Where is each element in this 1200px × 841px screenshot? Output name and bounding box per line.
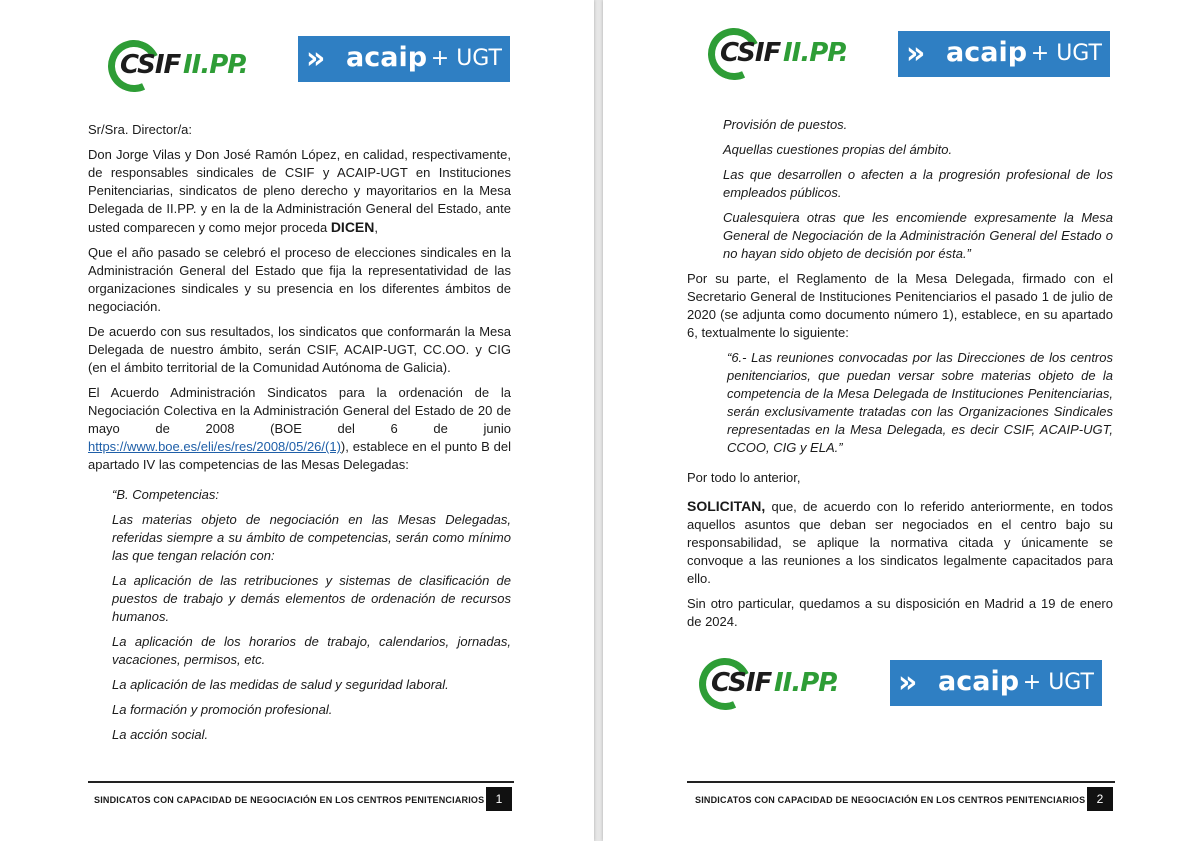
quote-apartado-6: “6.- Las reuniones convocadas por las Direcciones de los centros penitenciarios, que puedan versar sobre materias objeto de la competencia de la Mesa Delegada de Instituciones Penitenciarias, serán exclusivamente tratadas con las Organizaciones Sindicales representadas en la Mesa Delegada, es decir CSIF, ACAIP-UGT, CCOO, CIG y ELA.” xyxy=(727,350,1113,455)
paragraph-closing: Sin otro particular, quedamos a su disposición en Madrid a 19 de enero de 2024. xyxy=(687,596,1113,629)
greeting: Sr/Sra. Director/a: xyxy=(88,122,193,137)
quote-item: Las que desarrollen o afecten a la progresión profesional de los empleados públicos. xyxy=(723,167,1113,200)
paragraph-solicitan: SOLICITAN, que, de acuerdo con lo referido anteriormente, en todos aquellos asuntos que deban ser negociados en el centro bajo su responsabilidad, se aplique la normativa citada y únicamente se convoque a las reuniones a los sindicatos legalmente capacitados para ello. xyxy=(687,498,1113,586)
footer-title: SINDICATOS CON CAPACIDAD DE NEGOCIACIÓN EN LOS CENTROS PENITENCIARIOS xyxy=(94,795,485,805)
quote-heading: “B. Competencias: xyxy=(112,487,219,502)
quote-item: Provisión de puestos. xyxy=(723,117,848,132)
quote-item: La aplicación de los horarios de trabajo, calendarios, jornadas, vacaciones, permisos, etc. xyxy=(112,634,511,667)
footer-divider xyxy=(88,781,514,783)
footer-divider xyxy=(687,781,1115,783)
paragraph-results: De acuerdo con sus resultados, los sindicatos que conformarán la Mesa Delegada de nuestro ámbito, serán CSIF, ACAIP-UGT, CC.OO. y CIG (en el ámbito territorial de la Comunidad Autónoma de Galicia). xyxy=(88,324,511,375)
quote-item: La aplicación de las medidas de salud y seguridad laboral. xyxy=(112,677,449,692)
page-2-body xyxy=(687,116,1113,638)
footer-title: SINDICATOS CON CAPACIDAD DE NEGOCIACIÓN EN LOS CENTROS PENITENCIARIOS xyxy=(695,795,1086,805)
csif-logo: CSIF II.PP. xyxy=(708,26,868,86)
csif-logo: CSIF II.PP. xyxy=(108,38,268,98)
chevron-icon: » xyxy=(906,36,918,71)
quote-item: Las materias objeto de negociación en las Mesas Delegadas, referidas siempre a su ámbito de competencias, serán como mínimo las que tengan relación con: xyxy=(112,512,511,563)
intro-paragraph: Don Jorge Vilas y Don José Ramón López, en calidad, respectivamente, de responsables sindicales de CSIF y ACAIP-UGT en Instituciones Penitenciarias, sindicatos de pleno derecho y mayoritarios en la Mesa Delegada de II.PP. y en la de la Administración General del Estado, ante usted comparecen y como mejor proceda DICEN, xyxy=(88,147,511,235)
chevron-icon: » xyxy=(306,41,318,76)
paragraph-boe: El Acuerdo Administración Sindicatos para la ordenación de la Negociación Colectiva en la Administración General del Estado de 20 de mayo de 2008 (BOE del 6 de junio https://www.boe.es/eli/es/res/2008/05/26/(1)), establece en el punto B del apartado IV las competencias de las Mesas Delegadas: xyxy=(88,385,511,472)
quote-item: La formación y promoción profesional. xyxy=(112,702,333,717)
page-1-body xyxy=(88,121,511,751)
paragraph-reglamento: Por su parte, el Reglamento de la Mesa Delegada, firmado con el Secretario General de Instituciones Penitenciarios el pasado 1 de julio de 2020 (se adjunta como documento número 1), establece, en su apartado 6, textualmente lo siguiente: xyxy=(687,271,1113,340)
quote-item: La aplicación de las retribuciones y sistemas de clasificación de puestos de trabajo y demás elementos de ordenación de recursos humanos. xyxy=(112,573,511,624)
page-number: 2 xyxy=(1087,787,1113,811)
acaip-ugt-logo: » acaip + UGT xyxy=(890,660,1102,706)
boe-link[interactable]: https://www.boe.es/eli/es/res/2008/05/26/(1) xyxy=(88,439,341,454)
document-page-1 xyxy=(0,0,594,841)
acaip-ugt-logo: » acaip + UGT xyxy=(898,31,1110,77)
paragraph-elections: Que el año pasado se celebró el proceso de elecciones sindicales en la Administración General del Estado que fija la representatividad de las organizaciones sindicales y su presencia en los diferentes ámbitos de negociación. xyxy=(88,245,511,314)
quote-item: Aquellas cuestiones propias del ámbito. xyxy=(723,142,953,157)
chevron-icon: » xyxy=(898,665,910,700)
paragraph-por-todo: Por todo lo anterior, xyxy=(687,470,801,485)
quote-item: Cualesquiera otras que les encomiende expresamente la Mesa General de Negociación de la Administración General del Estado o no hayan sido objeto de decisión por ésta.” xyxy=(723,210,1113,261)
page-number: 1 xyxy=(486,787,512,811)
solicitan-keyword: SOLICITAN, xyxy=(687,498,766,514)
acaip-ugt-logo: » acaip + UGT xyxy=(298,36,510,82)
quote-item: La acción social. xyxy=(112,727,209,742)
dicen-keyword: DICEN xyxy=(330,219,375,235)
document-page-2 xyxy=(603,0,1200,841)
csif-logo: CSIF II.PP. xyxy=(699,656,859,716)
